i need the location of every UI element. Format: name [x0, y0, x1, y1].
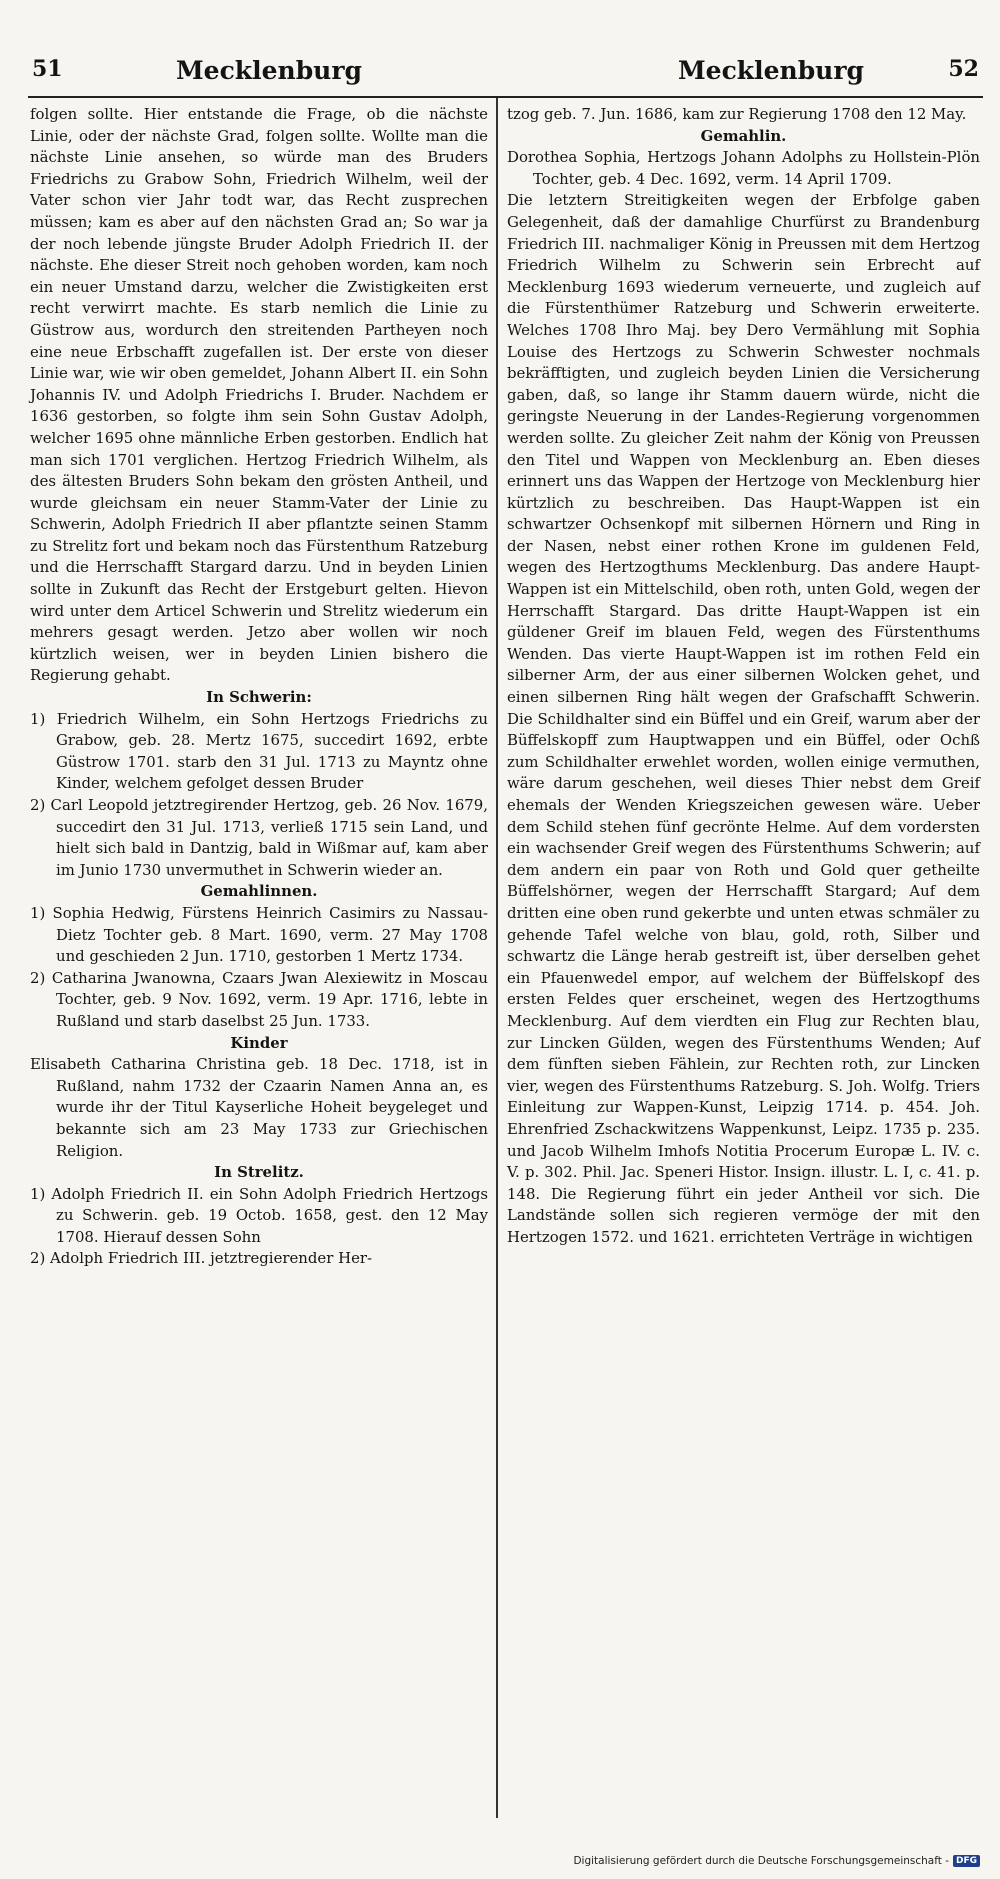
section-heading-kinder: Kinder — [230, 1033, 288, 1052]
list-item: 2) Carl Leopold jetztregirender Hertzog, geb. 26 Nov. 1679, succedirt den 31 Jul. 1713, verließ 1715 sein Land, und hielt sich bald in Dantzig, bald in Wißmar auf, kam aber im Junio 1730 unvermuthet in Schwerin wieder an. — [30, 796, 488, 879]
right-page-number: 52 — [948, 56, 979, 82]
left-page-number: 51 — [32, 56, 63, 82]
list-item: 1) Adolph Friedrich II. ein Sohn Adolph Friedrich Hertzogs zu Schwerin. geb. 19 Octob. 1658, gest. den 12 May 1708. Hierauf dessen Sohn — [30, 1184, 488, 1246]
list-item: 1) Sophia Hedwig, Fürstens Heinrich Casimirs zu Nassau-Dietz Tochter geb. 8 Mart. 1690, verm. 27 May 1708 und geschieden 2 Jun. 1710, gestorben 1 Mertz 1734. — [30, 903, 488, 966]
paragraph-continuation: tzog geb. 7. Jun. 1686, kam zur Regierung 1708 den 12 May. — [507, 105, 967, 123]
list-item: 2) Catharina Jwanowna, Czaars Jwan Alexiewitz in Moscau Tochter, geb. 9 Nov. 1692, verm. 19 Apr. 1716, lebte in Rußland und starb daselbst 25 Jun. 1733. — [30, 968, 488, 1030]
spouse-entry: Dorothea Sophia, Hertzogs Johann Adolphs zu Hollstein-Plön Tochter, geb. 4 Dec. 1692, verm. 14 April 1709. — [507, 148, 980, 188]
section-heading-schwerin: In Schwerin: — [206, 688, 312, 707]
list-item: 2) Adolph Friedrich III. jetztregierender Her- — [30, 1249, 373, 1268]
section-heading-gemahlin: Gemahlin. — [700, 126, 787, 145]
list-item: 1) Friedrich Wilhelm, ein Sohn Hertzogs Friedrichs zu Grabow, geb. 28. Mertz 1675, succedirt 1692, erbte Güstrow 1701. starb den 31 Jul. 1713 zu Mayntz ohne Kinder, welchem gefolget dessen Bruder — [30, 709, 488, 793]
section-heading-gemahlinnen: Gemahlinnen. — [200, 882, 318, 901]
paragraph: folgen sollte. Hier entstande die Frage, ob die nächste Linie, oder der nächste Grad, folgen sollte. Wollte man die nächste Linie ansehen, so würde man des Bruders Friedrichs zu Grabow Sohn, Friedrich Wilhelm, weil der Vater schon vier Jahr todt war, das Recht zusprechen müssen; kam es aber auf den nächsten Grad an; So war ja der noch lebende jüngste Bruder Adolph Friedrich II. der nächste. Ehe dieser Streit noch gehoben worden, kam noch ein neuer Umstand darzu, welcher die Zwistigkeiten erst recht verwirrt machte. Es starb nemlich die Linie zu Güstrow aus, wordurch den streitenden Partheyen noch eine neue Erbschafft zugefallen ist. Der erste von dieser Linie war, wie wir oben gemeldet, Johann Albert II. ein Sohn Johannis IV. und Adolph Friedrichs I. Bruder. Nachdem er 1636 gestorben, so folgte ihm sein Sohn Gustav Adolph, welcher 1695 ohne männliche Erben gestorben. Endlich hat man sich 1701 verglichen. Hertzog Friedrich Wilhelm, als des ältesten Bruders Sohn bekam den grösten Antheil, und wurde gleichsam ein neuer Stamm-Vater der Linie zu Schwerin, Adolph Friedrich II aber pflantzte seinen Stamm zu Strelitz fort und bekam noch das Fürstenthum Ratzeburg und die Herrschafft Stargard darzu. Und in beyden Linien sollte in Zukunft das Recht der Erstgeburt gelten. Hievon wird unter dem Articel Schwerin und Strelitz wiederum ein mehrers gesagt werden. Jetzo aber wollen wir noch kürtzlich weisen, wer in beyden Linien bishero die Regierung gehabt. — [30, 105, 488, 685]
paragraph: Die letztern Streitigkeiten wegen der Erbfolge gaben Gelegenheit, daß der damahlige Churfürst zu Brandenburg Friedrich III. nachmaliger König in Preussen mit dem Hertzog Friedrich Wilhelm zu Schwerin sein Erbrecht auf Mecklenburg 1693 wiederum verneuerte, und zugleich auf die Fürstenthümer Ratzeburg und Schwerin erweiterte. Welches 1708 Ihro Maj. bey Dero Vermählung mit Sophia Louise des Hertzogs zu Schwerin Schwester nochmals bekräfftigten, und zugleich beyden Linien die Versicherung gaben, daß, so lange ihr Stamm dauern würde, nicht die geringste Neuerung in der Landes-Regierung vorgenommen werden sollte. Zu gleicher Zeit nahm der König von Preussen den Titel und Wappen von Mecklenburg an. Eben dieses erinnert uns das Wappen der Hertzoge von Mecklenburg hier kürtzlich zu beschreiben. Das Haupt-Wappen ist ein schwartzer Ochsenkopf mit silbernen Hörnern und Ring in der Nasen, nebst einer rothen Krone im guldenen Feld, wegen des Hertzogthums Mecklenburg. Das andere Haupt-Wappen ist ein Mittelschild, oben roth, unten Gold, wegen der Herrschafft Stargard. Das dritte Haupt-Wappen ist ein güldener Greif im blauen Feld, wegen des Fürstenthums Wenden. Das vierte Haupt-Wappen ist im rothen Feld ein silberner Arm, der aus einer silbernen Wolcken gehet, und einen silbernen Ring hält wegen der Grafschafft Schwerin. Die Schildhalter sind ein Büffel und ein Greif, warum aber der Büffelskopff zum Hauptwappen und ein Büffel, oder Ochß zum Schildhalter erwehlet worden, wollen einige vermuthen, wäre darum geschehen, weil dieses Thier nebst dem Greif ehemals der Wenden Kriegszeichen gewesen wäre. Ueber dem Schild stehen fünf gecrönte Helme. Auf dem vordersten ein wachsender Greif wegen des Fürstenthums Schwerin; auf dem andern ein paar von Roth und Gold quer getheilte Büffelshörner, wegen der Herrschafft Stargard; Auf dem dritten eine oben rund gekerbte und unten etwas schmäler zu gehende Tafel welche von blau, gold, roth, Silber und schwartz die Länge herab gestreift ist, über derselben gehet ein Pfauenwedel empor, auf welchem der Büffelskopf des ersten Feldes quer erscheinet, wegen des Hertzogthums Mecklenburg. Auf dem vierdten ein Flug zur Rechten blau, zur Lincken Gülden, wegen des Fürstenthums Wenden; Auf dem fünften sieben Fählein, zur Rechten roth, zur Lincken vier, wegen des Fürstenthums Ratzeburg. S. Joh. Wolfg. Triers Einleitung zur Wappen-Kunst, Leipzig 1714. p. 454. Joh. Ehrenfried Zschackwitzens Wappenkunst, Leipz. 1735 p. 235. und Jacob Wilhelm Imhofs Notitia Procerum Europæ L. IV. c. V. p. 302. Phil. Jac. Speneri Histor. Insign. illustr. L. I, c. 41. p. 148. Die Regierung führt ein jeder Antheil vor sich. Die Landstände sollen sich regieren vermöge der mit den Hertzogen 1572. und 1621. errichteten Verträge in wichtigen — [507, 191, 980, 1246]
left-running-title: Mecklenburg — [176, 56, 363, 85]
dfg-logo: DFG — [953, 1855, 980, 1867]
section-heading-strelitz: In Strelitz. — [214, 1163, 304, 1182]
right-column — [507, 104, 980, 1248]
left-column — [30, 104, 488, 1270]
footer-text: Digitalisierung gefördert durch die Deutsche Forschungsgemeinschaft - — [573, 1855, 949, 1867]
column-divider — [496, 98, 498, 1818]
page-header — [28, 56, 983, 92]
list-item: Elisabeth Catharina Christina geb. 18 Dec. 1718, ist in Rußland, nahm 1732 der Czaarin Namen Anna an, es wurde ihr der Titul Kayserliche Hoheit beygeleget und bekannte sich am 23 May 1733 zur Griechischen Religion. — [30, 1055, 488, 1160]
header-rule — [28, 96, 983, 98]
digitization-footer — [573, 1855, 980, 1867]
right-running-title: Mecklenburg — [678, 56, 865, 85]
